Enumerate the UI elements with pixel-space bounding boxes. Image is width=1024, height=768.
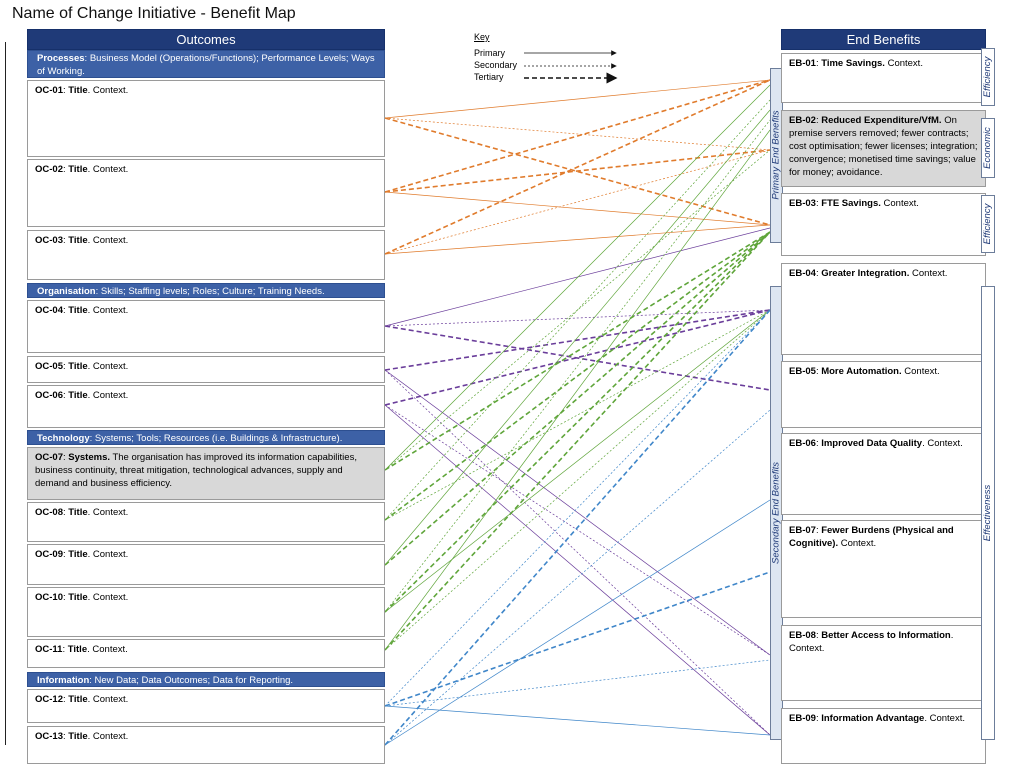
key-title: Key: [474, 32, 490, 42]
outcome-oc-09: OC-09: Title. Context.: [27, 544, 385, 585]
outcome-oc-12: OC-12: Title. Context.: [27, 689, 385, 723]
outcome-oc-13: OC-13: Title. Context.: [27, 726, 385, 764]
connector-line: [385, 150, 770, 254]
connector-line: [385, 310, 770, 520]
connector-line: [385, 232, 770, 565]
connector-line: [385, 150, 770, 192]
side-tab-economic-label: Economic: [982, 127, 993, 169]
connector-line: [385, 310, 770, 612]
benefit-eb-07: EB-07: Fewer Burdens (Physical and Cognitive). Context.: [781, 520, 986, 618]
outcome-oc-03: OC-03: Title. Context.: [27, 230, 385, 280]
key-line-samples: [520, 45, 620, 85]
category-organisation: Organisation: Skills; Staffing levels; Roles; Culture; Training Needs.: [27, 283, 385, 298]
side-tab-effectiveness-label: Effectiveness: [982, 484, 993, 542]
category-processes: Processes: Business Model (Operations/Functions); Performance Levels; Ways of Working.: [27, 50, 385, 78]
outcomes-header: Outcomes: [27, 29, 385, 50]
connector-line: [385, 370, 770, 655]
benefit-eb-04: EB-04: Greater Integration. Context.: [781, 263, 986, 355]
connector-line: [385, 405, 770, 735]
connector-line: [385, 232, 770, 470]
benefit-eb-03: EB-03: FTE Savings. Context.: [781, 193, 986, 256]
connector-line: [385, 706, 770, 735]
outcome-oc-01: OC-01: Title. Context.: [27, 80, 385, 157]
connector-line: [385, 232, 770, 520]
benefit-eb-01: EB-01: Time Savings. Context.: [781, 53, 986, 103]
connector-line: [385, 80, 770, 118]
benefit-eb-02: EB-02: Reduced Expenditure/VfM. On premise servers removed; fewer contracts; cost optimisation; fewer licenses; integration; convergence; monetised time savings; value for money; avoidance.: [781, 110, 986, 187]
connector-line: [385, 370, 770, 735]
connector-line: [385, 225, 770, 254]
page-title: Name of Change Initiative - Benefit Map: [12, 5, 296, 22]
key-primary-label: Primary: [474, 48, 505, 58]
outcome-oc-04: OC-04: Title. Context.: [27, 300, 385, 353]
connector-line: [385, 500, 770, 745]
side-tab-efficiency-1-label: Efficiency: [982, 56, 993, 98]
benefit-eb-09: EB-09: Information Advantage. Context.: [781, 708, 986, 764]
connector-line: [385, 310, 770, 706]
connector-line: [385, 110, 770, 565]
connector-line: [385, 405, 770, 655]
connector-line: [385, 80, 770, 254]
benefit-eb-08: EB-08: Better Access to Information. Context.: [781, 625, 986, 701]
category-technology: Technology: Systems; Tools; Resources (i.e. Buildings & Infrastructure).: [27, 430, 385, 445]
outcome-oc-11: OC-11: Title. Context.: [27, 639, 385, 668]
outcome-oc-10: OC-10: Title. Context.: [27, 587, 385, 637]
primary-end-benefits-label: Primary End Benefits: [770, 110, 782, 200]
benefit-eb-06: EB-06: Improved Data Quality. Context.: [781, 433, 986, 515]
connector-line: [385, 228, 770, 326]
key-tertiary-label: Tertiary: [474, 72, 504, 82]
connector-line: [385, 660, 770, 706]
key-secondary-label: Secondary: [474, 60, 518, 70]
connector-line: [385, 80, 770, 192]
connector-line: [385, 326, 770, 390]
side-tab-efficiency-2-label: Efficiency: [982, 203, 993, 245]
outcome-oc-06: OC-06: Title. Context.: [27, 385, 385, 428]
connector-line: [385, 120, 770, 612]
connector-line: [385, 85, 770, 470]
category-information: Information: New Data; Data Outcomes; Data for Reporting.: [27, 672, 385, 687]
secondary-end-benefits-label: Secondary End Benefits: [770, 462, 782, 564]
outcome-oc-08: OC-08: Title. Context.: [27, 502, 385, 542]
outcome-oc-07: OC-07: Systems. The organisation has improved its information capabilities, business continuity, threat mitigation, technological advances, supply and demand and business efficiency.: [27, 447, 385, 500]
connector-line: [385, 410, 770, 745]
connector-line: [385, 100, 770, 520]
connector-line: [385, 232, 770, 650]
benefit-eb-05: EB-05: More Automation. Context.: [781, 361, 986, 428]
outcome-oc-02: OC-02: Title. Context.: [27, 159, 385, 227]
end-benefits-header: End Benefits: [781, 29, 986, 50]
outcome-oc-05: OC-05: Title. Context.: [27, 356, 385, 383]
connector-line: [385, 232, 770, 612]
